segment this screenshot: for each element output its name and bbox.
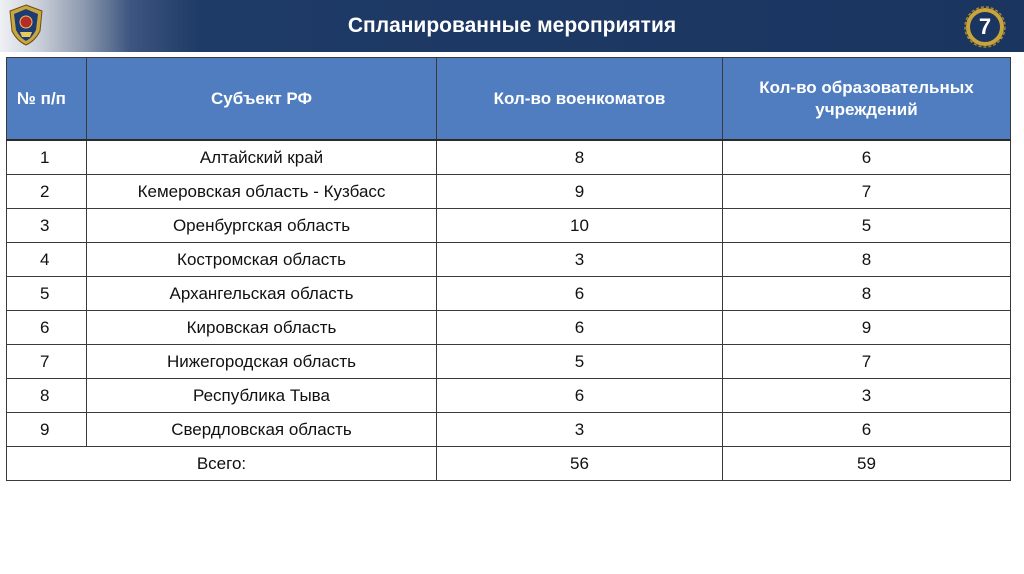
cell-number: 2 bbox=[7, 175, 87, 209]
cell-offices: 6 bbox=[437, 379, 723, 413]
table-row bbox=[7, 379, 1011, 413]
table-row bbox=[7, 209, 1011, 243]
cell-number: 8 bbox=[7, 379, 87, 413]
table-row bbox=[7, 140, 1011, 175]
table-header-row bbox=[7, 58, 1011, 141]
cell-number: 7 bbox=[7, 345, 87, 379]
cell-schools: 6 bbox=[723, 140, 1011, 175]
cell-schools: 3 bbox=[723, 379, 1011, 413]
cell-schools: 5 bbox=[723, 209, 1011, 243]
cell-number: 1 bbox=[7, 140, 87, 175]
total-label: Всего: bbox=[7, 447, 437, 481]
cell-number: 5 bbox=[7, 277, 87, 311]
cell-offices: 6 bbox=[437, 311, 723, 345]
cell-schools: 6 bbox=[723, 413, 1011, 447]
cell-number: 3 bbox=[7, 209, 87, 243]
cell-offices: 6 bbox=[437, 277, 723, 311]
cell-number: 4 bbox=[7, 243, 87, 277]
cell-number: 9 bbox=[7, 413, 87, 447]
cell-region: Костромская область bbox=[87, 243, 437, 277]
page-number: 7 bbox=[978, 14, 992, 39]
cell-region: Алтайский край bbox=[87, 140, 437, 175]
cell-offices: 3 bbox=[437, 243, 723, 277]
header-bar bbox=[0, 0, 1024, 52]
cell-offices: 5 bbox=[437, 345, 723, 379]
cell-region: Свердловская область bbox=[87, 413, 437, 447]
table-row bbox=[7, 175, 1011, 209]
cell-offices: 9 bbox=[437, 175, 723, 209]
page-title: Спланированные мероприятия bbox=[347, 14, 677, 37]
table-total-row bbox=[7, 447, 1011, 481]
table-row bbox=[7, 243, 1011, 277]
total-schools: 59 bbox=[723, 447, 1011, 481]
column-header-number: № п/п bbox=[7, 58, 87, 141]
cell-offices: 8 bbox=[437, 140, 723, 175]
cell-offices: 10 bbox=[437, 209, 723, 243]
cell-region: Кемеровская область - Кузбасс bbox=[87, 175, 437, 209]
table-row bbox=[7, 345, 1011, 379]
table-row bbox=[7, 413, 1011, 447]
cell-region: Республика Тыва bbox=[87, 379, 437, 413]
table-row bbox=[7, 277, 1011, 311]
cell-region: Нижегородская область bbox=[87, 345, 437, 379]
events-table bbox=[6, 57, 1011, 481]
cell-region: Архангельская область bbox=[87, 277, 437, 311]
cell-schools: 7 bbox=[723, 175, 1011, 209]
cell-schools: 9 bbox=[723, 311, 1011, 345]
column-header-schools: Кол-во образовательных учреждений bbox=[723, 58, 1011, 141]
cell-number: 6 bbox=[7, 311, 87, 345]
column-header-region: Субъект РФ bbox=[87, 58, 437, 141]
column-header-offices: Кол-во военкоматов bbox=[437, 58, 723, 141]
table-row bbox=[7, 311, 1011, 345]
cell-schools: 7 bbox=[723, 345, 1011, 379]
cell-region: Кировская область bbox=[87, 311, 437, 345]
cell-region: Оренбургская область bbox=[87, 209, 437, 243]
cell-offices: 3 bbox=[437, 413, 723, 447]
cell-schools: 8 bbox=[723, 277, 1011, 311]
total-offices: 56 bbox=[437, 447, 723, 481]
cell-schools: 8 bbox=[723, 243, 1011, 277]
